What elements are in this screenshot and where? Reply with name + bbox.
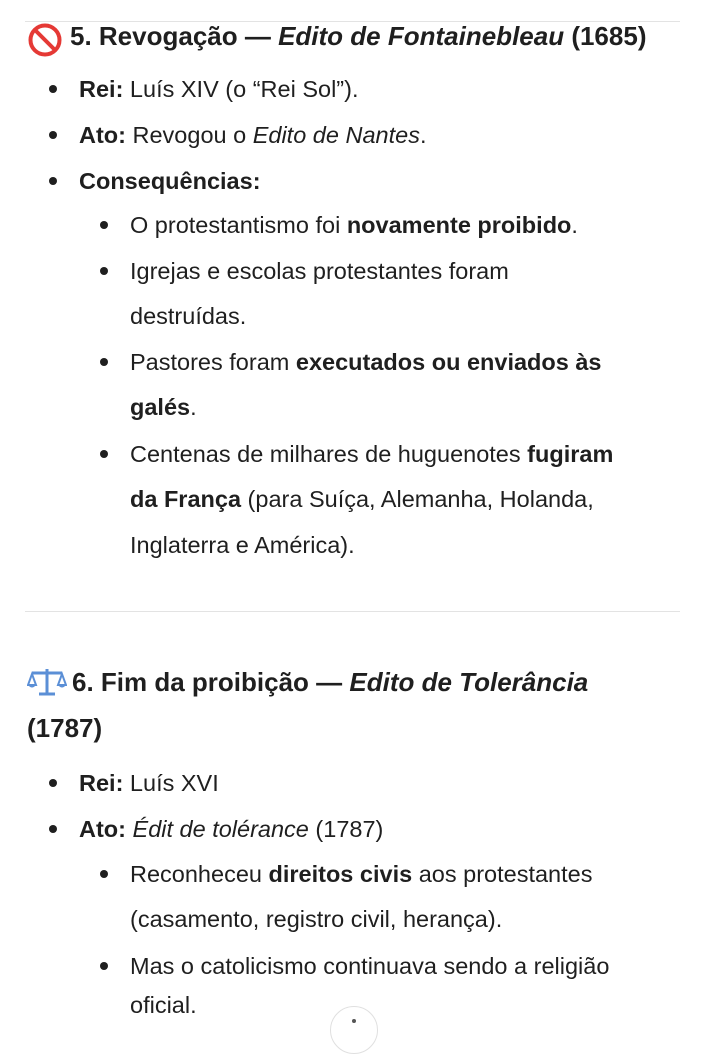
sub-bullet	[100, 221, 108, 229]
list-item-ato: Ato: Revogou o Edito de Nantes.	[79, 122, 427, 148]
sub-bullet	[100, 358, 108, 366]
sub-item-4-line3: Inglaterra e América).	[130, 532, 355, 558]
sub-item-6-2-line1: Mas o catolicismo continuava sendo a religião	[130, 953, 610, 979]
sub-bullet	[100, 267, 108, 275]
list-item-rei-6: Rei: Luís XVI	[79, 770, 219, 796]
section-divider	[25, 611, 680, 612]
sub-item-3-line1: Pastores foram executados ou enviados às	[130, 349, 602, 375]
section-6-heading: 6. Fim da proibição — Edito de Tolerância	[72, 667, 589, 697]
sub-bullet	[100, 450, 108, 458]
bullet	[49, 85, 57, 93]
sub-item-4-line1: Centenas de milhares de huguenotes fugiram	[130, 441, 614, 467]
bullet	[49, 825, 57, 833]
sub-item-2-line1: Igrejas e escolas protestantes foram	[130, 258, 509, 284]
list-item-rei: Rei: Luís XIV (o “Rei Sol”).	[79, 76, 359, 102]
sub-item-1: O protestantismo foi novamente proibido.	[130, 212, 578, 238]
bullet	[49, 131, 57, 139]
bullet	[49, 177, 57, 185]
list-item-ato-6: Ato: Édit de tolérance (1787)	[79, 816, 384, 842]
section-6-heading-year: (1787)	[27, 713, 103, 743]
sub-item-6-1-line1: Reconheceu direitos civis aos protestantes	[130, 861, 593, 887]
section-5-heading: 5. Revogação — Edito de Fontainebleau (1685)	[70, 21, 647, 51]
sub-item-2-line2: destruídas.	[130, 303, 247, 329]
sub-item-3-line2: galés.	[130, 394, 197, 420]
balance-scale-icon	[27, 666, 67, 698]
bullet	[49, 779, 57, 787]
sub-item-6-1-line2: (casamento, registro civil, herança).	[130, 906, 503, 932]
prohibited-icon	[27, 22, 63, 58]
sub-item-4-line2: da França (para Suíça, Alemanha, Holanda,	[130, 486, 594, 512]
sub-item-6-2-line2: oficial.	[130, 992, 197, 1018]
list-item-consequencias: Consequências:	[79, 168, 261, 194]
sub-bullet	[100, 962, 108, 970]
scroll-down-button[interactable]	[330, 1006, 378, 1054]
sub-bullet	[100, 870, 108, 878]
